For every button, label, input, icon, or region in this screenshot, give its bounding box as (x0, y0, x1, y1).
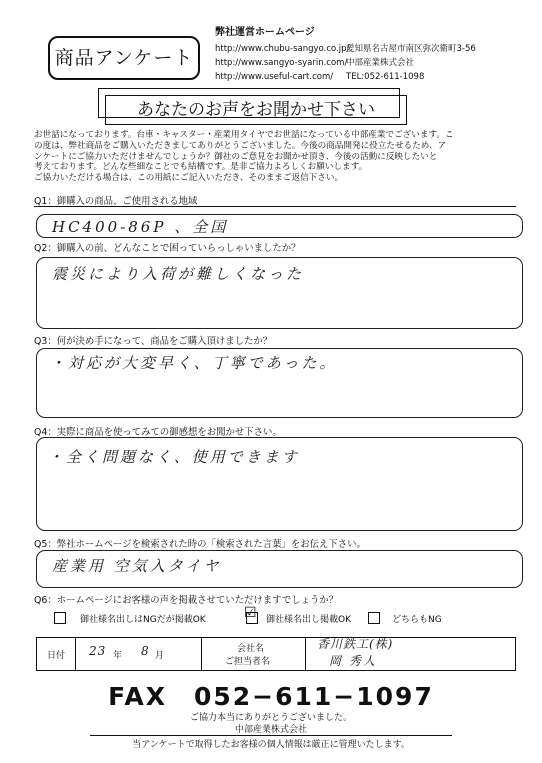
company-value[interactable]: 香川鉄工(株) (317, 637, 394, 651)
fax-number: FAX 052−611−1097 (108, 682, 434, 711)
option-3-label: どちらもNG (392, 615, 442, 625)
answer-4-text: ・全く問題なく、使用できます (48, 448, 300, 466)
thanks-text: ご協力本当にありがとうございました。 (189, 713, 352, 723)
month-value[interactable]: 8 (141, 644, 150, 658)
month-label: 月 (155, 651, 165, 661)
intro-line: ンケートにご協力いただけませんでしょうか？御社のご意見をお聞かせ頂き、今後の活動に反映したいと (34, 151, 438, 162)
site-heading: 弊社運営ホームページ (215, 27, 315, 38)
question-1-label: Q1：御購入の商品、ご使用される地域 (34, 196, 198, 207)
company-address: 愛知県名古屋市南区弥次衛町3-56 (346, 44, 476, 54)
date-label: 日付 (47, 651, 66, 661)
company-label: 会社名 (237, 644, 265, 654)
company-name: 中部産業株式会社 (346, 58, 415, 68)
intro-line: 考えております。どんな些細なことでも結構です。是非ご協力よろしくお願いします。 (34, 162, 368, 173)
staff-label: ご担当者名 (225, 657, 271, 667)
question-6-label: Q6：ホームページにお客様の声を掲載させていただけますでしょうか？ (34, 595, 339, 606)
respondent-table (36, 637, 516, 671)
page-banner: あなたのお声をお聞かせ下さい (105, 95, 407, 125)
option-1-checkbox[interactable] (54, 612, 66, 624)
staff-value[interactable]: 岡 秀人 (329, 654, 377, 668)
intro-line: お世話になっております。台車・キャスター・産業用タイヤでお世話になっている中部産業でございます。こ (34, 130, 454, 140)
intro-text (34, 130, 524, 184)
site-urls (215, 42, 349, 84)
answer-3-text: ・対応が大変早く、丁寧であった。 (50, 354, 338, 372)
privacy-notice: 当アンケートで取得したお客様の個人情報は厳正に管理いたします。 (90, 735, 452, 750)
year-value[interactable]: 23 (89, 644, 107, 658)
answer-2-text: 震災により入荷が難しくなった (52, 265, 305, 283)
company-info (346, 42, 476, 84)
url-link[interactable]: http://www.useful-cart.com/ (215, 72, 334, 82)
option-1-label: 御社様名出しはNGだが掲載OK (80, 615, 206, 625)
year-label: 年 (113, 651, 123, 661)
option-2-label: 御社様名出し掲載OK (266, 615, 351, 625)
check-mark-icon: ☑ (244, 605, 257, 621)
answer-1-text: HC400-86P 、全国 (52, 218, 229, 236)
question-2-label: Q2：御購入の前、どんなことで困っていらっしゃいましたか？ (34, 243, 301, 254)
url-link[interactable]: http://www.sangyo-syarin.com/ (215, 58, 348, 68)
footer-company: 中部産業株式会社 (234, 725, 307, 735)
company-tel: TEL:052-611-1098 (346, 72, 425, 82)
answer-5-text: 産業用 空気入タイヤ (52, 557, 222, 575)
survey-title: 商品アンケート (48, 36, 200, 80)
question-4-label: Q4：実際に商品を使ってみての御感想をお聞かせ下さい。 (34, 427, 282, 438)
question-5-label: Q5：弊社ホームページを検索された時の「検索された言葉」をお伝え下さい。 (34, 539, 366, 550)
url-link[interactable]: http://www.chubu-sangyo.co.jp/ (215, 44, 350, 54)
intro-line: ご協力いただける場合は、この用紙にご記入いただき、そのままご返信下さい。 (34, 173, 344, 184)
option-3-checkbox[interactable] (368, 612, 380, 624)
question-3-label: Q3：何が決め手になって、商品をご購入頂けましたか？ (34, 336, 273, 347)
intro-line: の度は、弊社商品をご購入いただきましてありがとうございました。今後の商品開発に役立たせるため、ア (34, 140, 447, 151)
